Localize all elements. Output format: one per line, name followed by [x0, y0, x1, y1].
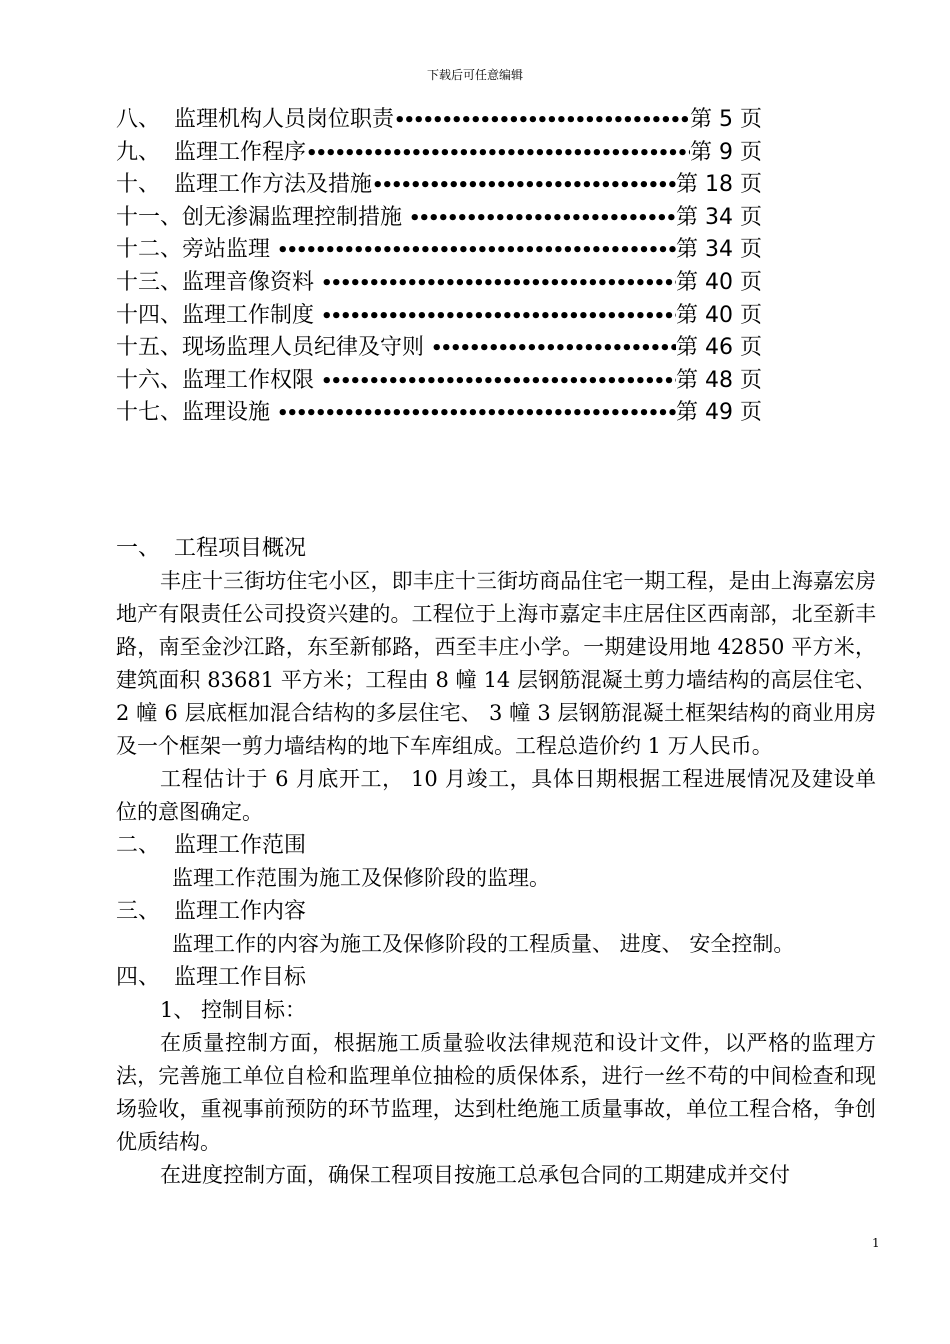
- toc-leader: [321, 366, 676, 399]
- toc-number: 十一、: [116, 204, 183, 230]
- paragraph: 丰庄十三街坊住宅小区，即丰庄十三街坊商品住宅一期工程，是由上海嘉宏房地产有限责任公司投资兴建的。工程位于上海市嘉定丰庄居住区西南部，北至新丰路，南至金沙江路，东至新郁路，西至丰庄小学。一期建设用地 42850 平方米，建筑面积 83681 平方米；工程由 8 幢 14 层钢筋混凝土剪力墙结构的高层住宅、 2 幢 6 层底框加混合结构的多层住宅、 3 幢 3 层钢筋混凝土框架结构的商业用房及一个框架一剪力墙结构的地下车库组成。工程总造价约 1 万人民币。: [116, 569, 876, 758]
- toc-title: 创无渗漏监理控制措施: [182, 204, 410, 230]
- toc-page: 第 5 页: [690, 107, 762, 132]
- toc-number: 十五、: [116, 335, 183, 361]
- toc-leader: [394, 105, 690, 138]
- toc-title: 监理工作程序: [174, 139, 307, 165]
- toc-page: 第 40 页: [676, 302, 762, 328]
- toc-page: 第 34 页: [676, 237, 762, 263]
- toc-number: 十七、: [116, 400, 183, 426]
- toc-leader: [321, 268, 676, 301]
- toc-leader: [277, 235, 676, 268]
- paragraph: 在进度控制方面，确保工程项目按施工总承包合同的工期建成并交付: [160, 1163, 790, 1187]
- toc-entry[interactable]: [116, 137, 762, 170]
- toc-page: 第 34 页: [676, 204, 762, 230]
- toc-number: 十二、: [116, 237, 183, 263]
- toc-number: 九、: [116, 139, 174, 165]
- toc-entry[interactable]: [116, 202, 762, 235]
- toc-title: 现场监理人员纪律及守则: [182, 335, 432, 361]
- toc-entry[interactable]: [116, 332, 762, 365]
- toc-leader: [277, 398, 676, 431]
- toc-leader: [372, 170, 676, 203]
- toc-entry[interactable]: [116, 300, 762, 333]
- subheading: 1、 控制目标：: [160, 998, 307, 1022]
- toc-title: 监理工作制度: [182, 302, 322, 328]
- toc-number: 十三、: [116, 269, 183, 295]
- toc-title: 监理工作方法及措施: [174, 172, 373, 198]
- paragraph: 工程估计于 6 月底开工， 10 月竣工，具体日期根据工程进展情况及建设单位的意图确定。: [116, 767, 876, 824]
- page-number: 1: [872, 1236, 880, 1250]
- page-header: 下载后可任意编辑: [426, 68, 523, 82]
- toc-page: 第 40 页: [676, 269, 762, 295]
- section-heading: 二、 监理工作范围: [116, 833, 306, 858]
- toc-page: 第 48 页: [676, 367, 762, 393]
- section-heading: 三、 监理工作内容: [116, 899, 306, 924]
- toc-entry[interactable]: [116, 397, 762, 430]
- toc-entry[interactable]: [116, 267, 762, 300]
- toc-leader: [431, 333, 676, 366]
- toc-number: 十六、: [116, 367, 183, 393]
- toc-title: 监理机构人员岗位职责: [174, 107, 395, 132]
- paragraph: 在质量控制方面，根据施工质量验收法律规范和设计文件，以严格的监理方法，完善施工单位自检和监理单位抽检的质保体系，进行一丝不苟的中间检查和现场验收，重视事前预防的环节监理，达到杜绝施工质量事故，单位工程合格，争创优质结构。: [116, 1031, 876, 1154]
- toc-title: 旁站监理: [182, 237, 278, 263]
- paragraph: 监理工作的内容为施工及保修阶段的工程质量、 进度、 安全控制。: [172, 932, 795, 956]
- toc-page: 第 9 页: [690, 139, 762, 165]
- toc-title: 监理音像资料: [182, 269, 322, 295]
- toc-number: 八、: [116, 107, 174, 132]
- table-of-contents: [116, 104, 762, 430]
- toc-number: 十、: [116, 172, 174, 198]
- toc-entry[interactable]: [116, 365, 762, 398]
- toc-entry[interactable]: [116, 234, 762, 267]
- section-heading: 四、 监理工作目标: [116, 965, 306, 990]
- toc-leader: [409, 203, 676, 236]
- toc-page: 第 49 页: [676, 400, 762, 426]
- toc-entry[interactable]: [116, 104, 762, 137]
- toc-number: 十四、: [116, 302, 183, 328]
- toc-title: 监理设施: [182, 400, 278, 426]
- toc-entry[interactable]: [116, 169, 762, 202]
- toc-leader: [306, 138, 690, 171]
- toc-page: 第 18 页: [676, 172, 762, 198]
- toc-title: 监理工作权限: [182, 367, 322, 393]
- document-body: [116, 532, 876, 1192]
- section-heading: 一、 工程项目概况: [116, 536, 306, 561]
- paragraph: 监理工作范围为施工及保修阶段的监理。: [172, 866, 550, 890]
- toc-leader: [321, 301, 676, 334]
- toc-page: 第 46 页: [676, 335, 762, 361]
